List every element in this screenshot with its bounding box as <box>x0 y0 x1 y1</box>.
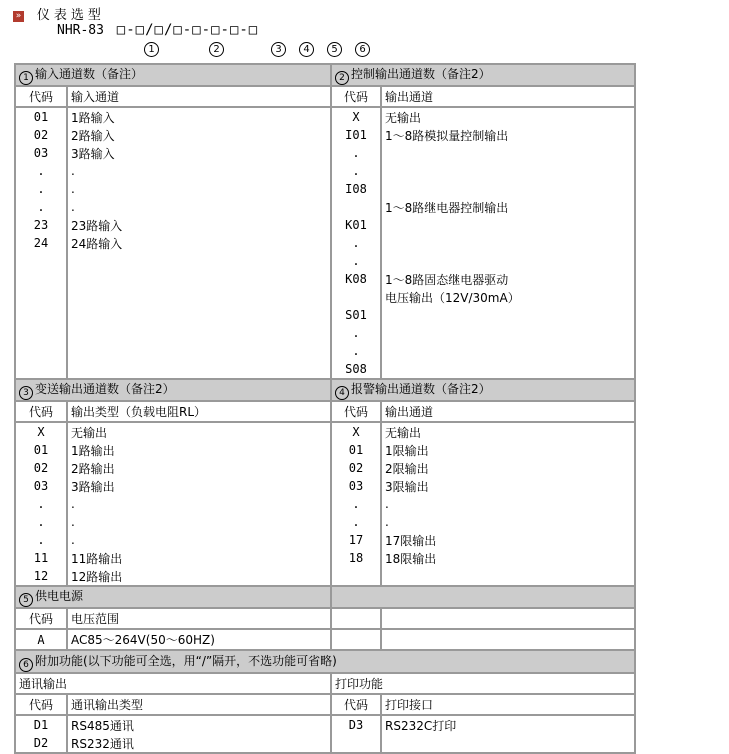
table-row <box>15 495 635 513</box>
subsection-header-communication: 通讯输出 <box>15 673 331 694</box>
code-cell <box>15 306 67 324</box>
code-cell: . <box>15 198 67 216</box>
value-cell <box>381 162 635 180</box>
position-marker-4: 4 <box>299 42 314 57</box>
value-cell <box>381 180 635 198</box>
value-cell <box>67 360 331 379</box>
section-band-row <box>15 64 635 86</box>
model-line <box>57 22 258 38</box>
table-row <box>15 180 635 198</box>
code-cell <box>15 342 67 360</box>
table-row <box>15 549 635 567</box>
column-header-code <box>331 608 381 629</box>
code-cell <box>15 360 67 379</box>
value-cell: 23路输入 <box>67 216 331 234</box>
code-cell: I01 <box>331 126 381 144</box>
code-cell: 03 <box>15 144 67 162</box>
value-cell <box>67 324 331 342</box>
code-cell: . <box>331 252 381 270</box>
table-row <box>15 715 635 734</box>
value-cell: 3限输出 <box>381 477 635 495</box>
code-cell: 01 <box>15 107 67 126</box>
section-header-empty <box>331 586 635 608</box>
column-header-code: 代码 <box>331 86 381 107</box>
code-cell: . <box>331 234 381 252</box>
value-cell: RS485通讯 <box>67 715 331 734</box>
value-cell: 18限输出 <box>381 549 635 567</box>
value-cell <box>381 306 635 324</box>
value-cell: . <box>67 180 331 198</box>
section-number-icon: 1 <box>19 71 33 85</box>
value-cell <box>381 734 635 753</box>
code-cell: . <box>331 342 381 360</box>
column-header-code: 代码 <box>15 86 67 107</box>
column-header-code: 代码 <box>15 694 67 715</box>
code-cell <box>331 288 381 306</box>
value-cell <box>381 360 635 379</box>
position-marker-6: 6 <box>355 42 370 57</box>
code-cell: K08 <box>331 270 381 288</box>
table-row <box>15 441 635 459</box>
code-cell: D3 <box>331 715 381 734</box>
column-header-value: 通讯输出类型 <box>67 694 331 715</box>
code-cell: . <box>15 531 67 549</box>
value-cell: 无输出 <box>67 422 331 441</box>
column-header-value: 输出通道 <box>381 86 635 107</box>
value-cell <box>67 252 331 270</box>
position-markers <box>0 42 729 58</box>
code-cell <box>331 629 381 650</box>
section-header-input-channels <box>15 64 331 86</box>
code-cell: 03 <box>331 477 381 495</box>
position-marker-3: 3 <box>271 42 286 57</box>
code-cell: X <box>331 422 381 441</box>
value-cell: RS232通讯 <box>67 734 331 753</box>
code-cell: A <box>15 629 67 650</box>
section-header-additional-functions <box>15 650 635 673</box>
value-cell: 无输出 <box>381 107 635 126</box>
section-band-row <box>15 379 635 401</box>
value-cell <box>381 324 635 342</box>
section-title: 报警输出通道数（备注2） <box>351 382 491 396</box>
value-cell: 1～8路固态继电器驱动 <box>381 270 635 288</box>
column-header-value <box>381 608 635 629</box>
code-cell <box>15 324 67 342</box>
value-cell: . <box>67 531 331 549</box>
code-cell: X <box>15 422 67 441</box>
value-cell: 1路输出 <box>67 441 331 459</box>
table-row <box>15 459 635 477</box>
code-cell: . <box>15 180 67 198</box>
code-cell: 01 <box>15 441 67 459</box>
section-band-row <box>15 586 635 608</box>
code-cell: K01 <box>331 216 381 234</box>
position-marker-1: 1 <box>144 42 159 57</box>
column-header-row <box>15 401 635 422</box>
value-cell: 17限输出 <box>381 531 635 549</box>
section-band-row <box>15 650 635 673</box>
code-cell: 03 <box>15 477 67 495</box>
code-cell: S08 <box>331 360 381 379</box>
value-cell: . <box>67 162 331 180</box>
section-header-transmit-outputs <box>15 379 331 401</box>
column-header-value: 输出类型（负载电阻RL） <box>67 401 331 422</box>
column-header-value: 输出通道 <box>381 401 635 422</box>
column-header-value: 电压范围 <box>67 608 331 629</box>
position-marker-5: 5 <box>327 42 342 57</box>
value-cell: AC85～264V(50～60HZ) <box>67 629 331 650</box>
section-header-alarm-outputs <box>331 379 635 401</box>
value-cell: 1～8路模拟量控制输出 <box>381 126 635 144</box>
value-cell <box>67 306 331 324</box>
code-cell: 12 <box>15 567 67 586</box>
code-cell <box>15 288 67 306</box>
table-row <box>15 422 635 441</box>
code-cell: . <box>15 495 67 513</box>
subsection-header-printing: 打印功能 <box>331 673 635 694</box>
value-cell <box>381 252 635 270</box>
value-cell: RS232C打印 <box>381 715 635 734</box>
table-row <box>15 252 635 270</box>
code-cell: S01 <box>331 306 381 324</box>
table-row <box>15 162 635 180</box>
code-cell: D2 <box>15 734 67 753</box>
table-row <box>15 144 635 162</box>
code-cell <box>331 567 381 586</box>
column-header-value: 打印接口 <box>381 694 635 715</box>
model-number: NHR-83 <box>57 23 104 38</box>
value-cell <box>67 270 331 288</box>
table-row <box>15 734 635 753</box>
value-cell <box>381 216 635 234</box>
value-cell: 12路输出 <box>67 567 331 586</box>
subsection-header-row <box>15 673 635 694</box>
value-cell: 2限输出 <box>381 459 635 477</box>
code-cell: 02 <box>331 459 381 477</box>
table-row <box>15 531 635 549</box>
table-row <box>15 567 635 586</box>
value-cell: 1～8路继电器控制输出 <box>381 198 635 216</box>
section-header-power-supply <box>15 586 331 608</box>
model-boxes: □-□/□/□-□-□-□-□ <box>116 22 259 38</box>
section-header-control-outputs <box>331 64 635 86</box>
table-row <box>15 288 635 306</box>
value-cell <box>381 342 635 360</box>
value-cell: 11路输出 <box>67 549 331 567</box>
column-header-code: 代码 <box>15 401 67 422</box>
code-cell: . <box>331 144 381 162</box>
code-cell: 24 <box>15 234 67 252</box>
column-header-value: 输入通道 <box>67 86 331 107</box>
code-cell: 18 <box>331 549 381 567</box>
column-header-code: 代码 <box>15 608 67 629</box>
section-number-icon: 2 <box>335 71 349 85</box>
value-cell <box>381 629 635 650</box>
section-title: 附加功能(以下功能可全选，用“/”隔开，不选功能可省略) <box>35 653 337 668</box>
value-cell: 无输出 <box>381 422 635 441</box>
table-row <box>15 216 635 234</box>
code-cell: 23 <box>15 216 67 234</box>
table-row <box>15 360 635 379</box>
code-cell <box>15 270 67 288</box>
code-cell: 11 <box>15 549 67 567</box>
code-cell: . <box>331 495 381 513</box>
value-cell <box>381 567 635 586</box>
table-row <box>15 270 635 288</box>
column-header-row <box>15 86 635 107</box>
table-row <box>15 107 635 126</box>
code-cell: . <box>331 324 381 342</box>
table-row <box>15 306 635 324</box>
value-cell: 2路输出 <box>67 459 331 477</box>
value-cell <box>381 144 635 162</box>
table-row <box>15 629 635 650</box>
code-cell: I08 <box>331 180 381 198</box>
code-cell: 02 <box>15 126 67 144</box>
value-cell: . <box>67 513 331 531</box>
value-cell: 2路输入 <box>67 126 331 144</box>
position-marker-2: 2 <box>209 42 224 57</box>
column-header-row <box>15 694 635 715</box>
code-cell: . <box>15 162 67 180</box>
table-row <box>15 126 635 144</box>
value-cell: . <box>381 513 635 531</box>
section-number-icon: 4 <box>335 386 349 400</box>
code-cell: X <box>331 107 381 126</box>
value-cell: . <box>67 198 331 216</box>
value-cell: 24路输入 <box>67 234 331 252</box>
code-cell: . <box>331 513 381 531</box>
section-title: 控制输出通道数（备注2） <box>351 67 491 81</box>
value-cell: 电压输出（12V/30mA） <box>381 288 635 306</box>
value-cell: 3路输出 <box>67 477 331 495</box>
code-cell <box>331 734 381 753</box>
section-number-icon: 6 <box>19 658 33 672</box>
value-cell <box>67 342 331 360</box>
value-cell: 3路输入 <box>67 144 331 162</box>
spec-table <box>14 63 636 754</box>
value-cell: 1限输出 <box>381 441 635 459</box>
value-cell: 1路输入 <box>67 107 331 126</box>
code-cell <box>15 252 67 270</box>
section-number-icon: 5 <box>19 593 33 607</box>
table-row <box>15 198 635 216</box>
red-arrow-bullet-icon: » <box>13 11 24 22</box>
table-row <box>15 477 635 495</box>
section-title: 变送输出通道数（备注2） <box>35 382 175 396</box>
code-cell <box>331 198 381 216</box>
section-title: 供电电源 <box>35 589 84 603</box>
code-cell: D1 <box>15 715 67 734</box>
code-cell: 01 <box>331 441 381 459</box>
code-cell: 17 <box>331 531 381 549</box>
page-title: 仪表选型 <box>36 8 105 23</box>
table-row <box>15 513 635 531</box>
code-cell: . <box>15 513 67 531</box>
doc-header <box>13 4 105 23</box>
table-row <box>15 234 635 252</box>
value-cell: . <box>381 495 635 513</box>
section-number-icon: 3 <box>19 386 33 400</box>
column-header-code: 代码 <box>331 401 381 422</box>
value-cell <box>381 234 635 252</box>
section-title: 输入通道数（备注） <box>35 67 144 81</box>
code-cell: . <box>331 162 381 180</box>
column-header-code: 代码 <box>331 694 381 715</box>
table-row <box>15 324 635 342</box>
value-cell: . <box>67 495 331 513</box>
value-cell <box>67 288 331 306</box>
column-header-row <box>15 608 635 629</box>
table-row <box>15 342 635 360</box>
code-cell: 02 <box>15 459 67 477</box>
